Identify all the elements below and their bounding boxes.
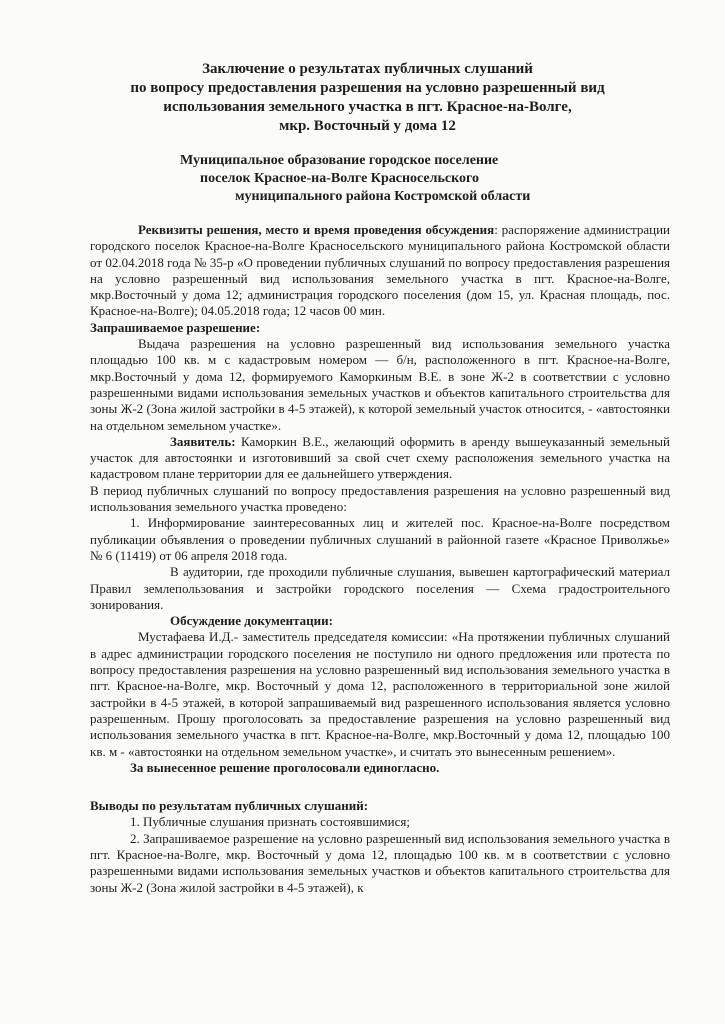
discussion-text: Мустафаева И.Д.- заместитель председателя комиссии: «На протяжении публичных слушаний в адрес администрации городского поселения не поступило ни одного предложения или протеста по вопросу предоставления разрешения на условно разрешенный вид использования земельного участка в пгт. Красное-на-Волге, мкр. Восточный у дома 12, расположенного в территориальной зоне жилой застройки в 4-5 этажей, в которой запрашиваемый вид разрешенного использования является условно разрешенным. Прошу проголосовать за предоставление разрешения на условно разрешенный вид использования земельного участка в пгт. Красное-на-Волге, мкр.Восточный у дома 12, площадью 100 кв. м - «автостоянки на отдельном земельном участке», и считать это вынесенным решением». [90, 629, 670, 759]
organization-block [180, 152, 600, 206]
applicant-text: Каморкин В.Е., желающий оформить в аренду вышеуказанный земельный участок для автостоянки и изготовивший за свой счет схему расположения земельного участка на кадастровом плане территории для ее дальнейшего утверждения. [90, 433, 670, 482]
period-paragraph: В период публичных слушаний по вопросу предоставления разрешения на условно разрешенный вид использования земельного участка проведено: [90, 482, 670, 515]
spacer [90, 776, 670, 798]
conclusions-heading: Выводы по результатам публичных слушаний: [90, 798, 369, 814]
conclusion-item-1: 1. Публичные слушания признать состоявшимися; [130, 814, 410, 830]
discussion-heading: Обсуждение документации: [170, 613, 333, 629]
period-item-1: 1. Информирование заинтересованных лиц и жителей пос. Красное-на-Волге посредством публикации объявления о проведении публичных слушаний в районной газете «Красное Приволжье» № 6 (11419) от 06 апреля 2018 года. [90, 515, 670, 563]
conclusion-item-2: 2. Запрашиваемое разрешение на условно разрешенный вид использования земельного участка в пгт. Красное-на-Волге, мкр. Восточный у дома 12, площадью 100 кв. м в соответствии с условно разрешенными видами использования земельных участков и объектов капитального строительства для зоны Ж-2 (Зона жилой застройки в 4-5 этажей), к [90, 830, 670, 895]
requested-text: Выдача разрешения на условно разрешенный вид использования земельного участка площадью 100 кв. м с кадастровым номером — б/н, расположенного в пгт. Красное-на-Волге, мкр.Восточный у дома 12, формируемого Каморкиным В.Е. в зоне Ж-2 в соответствии с условно разрешенными видами использования земельных участков и объектов капитального строительства для зоны Ж-2 (Зона жилой застройки в 4-5 этажей), к которой земельный участок относится, - «автостоянки на отдельном земельном участке». [90, 336, 670, 433]
requisites-label: Реквизиты решения, место и время проведения обсуждения [138, 222, 495, 237]
document-body [90, 222, 670, 896]
vote-result: За вынесенное решение проголосовали единогласно. [130, 759, 440, 775]
title-line: по вопросу предоставления разрешения на условно разрешенный вид [130, 80, 605, 96]
document-title [60, 60, 675, 136]
org-line: Муниципальное образование городское поселение [180, 153, 499, 168]
auditorium-paragraph: В аудитории, где проходили публичные слушания, вывешен картографический материал Правил землепользования и застройки городского поселения — Схема градостроительного зонирования. [90, 564, 670, 612]
org-line: муниципального района Костромской области [235, 189, 531, 204]
title-line: использования земельного участка в пгт. Красное-на-Волге, [163, 99, 572, 115]
applicant-paragraph [90, 434, 670, 483]
requisites-paragraph [90, 222, 670, 320]
applicant-label: Заявитель: [170, 433, 236, 449]
requested-heading: Запрашиваемое разрешение: [90, 319, 261, 335]
title-line: мкр. Восточный у дома 12 [279, 118, 456, 134]
title-line: Заключение о результатах публичных слушаний [202, 61, 533, 77]
requisites-text: : распоряжение администрации городского поселок Красное-на-Волге Красносельского муниципального района Костромской области от 02.04.2018 года № 35-р «О проведении публичных слушаний по вопросу предоставления разрешения на условно разрешенный вид использования земельного участка в пгт. Красное-на-Волге, мкр.Восточный у дома 12; администрация городского поселения (дом 15, ул. Красная площадь, пос. Красное-на-Волге); 04.05.2018 года; 12 часов 00 мин. [90, 222, 670, 319]
org-line: поселок Красное-на-Волге Красносельского [200, 171, 479, 186]
